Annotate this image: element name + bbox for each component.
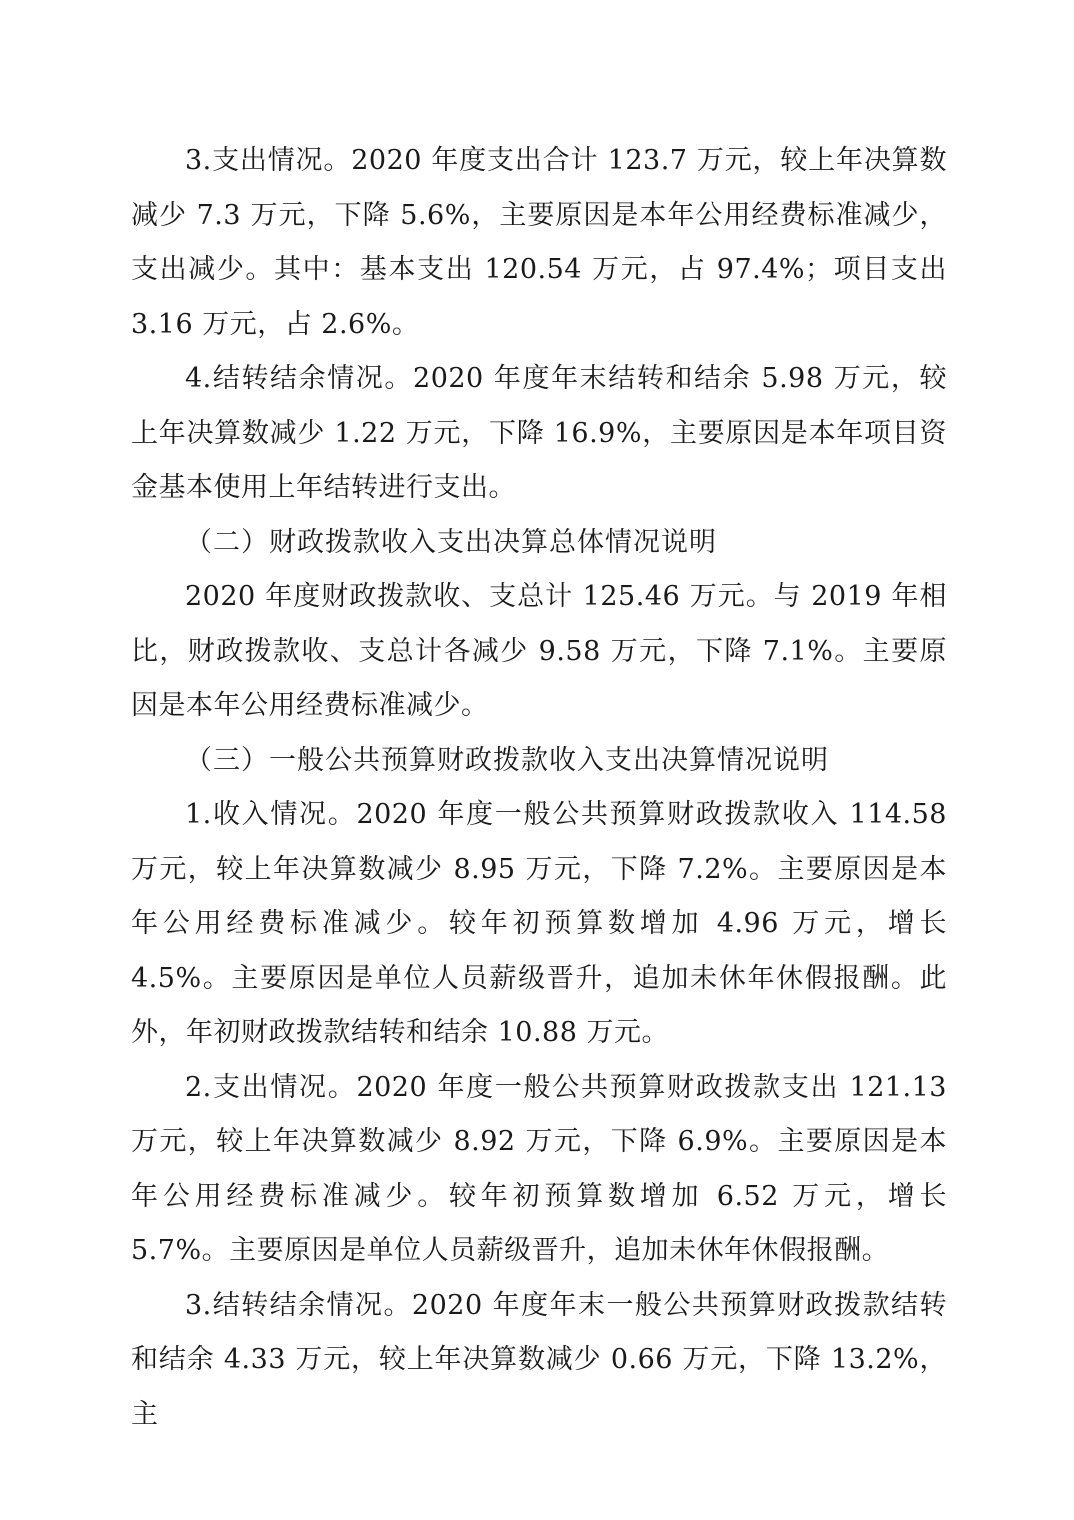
- section-heading-2: （二）财政拨款收入支出决算总体情况说明: [185, 526, 717, 558]
- paragraph-general-income: 1.收入情况。2020 年度一般公共预算财政拨款收入 114.58 万元，较上年决算数减少 8.95 万元，下降 7.2%。主要原因是本年公用经费标准减少。较年初预算数增加 4.96 万元，增长 4.5%。主要原因是单位人员薪级晋升，追加未休年休假报酬。此外，年初财政拨款结转和结余 10.88 万元。: [131, 799, 947, 1048]
- paragraph-fiscal-total: 2020 年度财政拨款收、支总计 125.46 万元。与 2019 年相比，财政拨款收、支总计各减少 9.58 万元，下降 7.1%。主要原因是本年公用经费标准减少。: [131, 581, 947, 721]
- paragraph-carryover: 4.结转结余情况。2020 年度年末结转和结余 5.98 万元，较上年决算数减少 1.22 万元，下降 16.9%，主要原因是本年项目资金基本使用上年结转进行支出。: [131, 363, 947, 503]
- paragraph-general-carryover: 3.结转结余情况。2020 年度年末一般公共预算财政拨款结转和结余 4.33 万元，较上年决算数减少 0.66 万元，下降 13.2%，主: [131, 1289, 947, 1430]
- section-heading-3: （三）一般公共预算财政拨款收入支出决算情况说明: [185, 744, 829, 776]
- paragraph-expenditure: 3.支出情况。2020 年度支出合计 123.7 万元，较上年决算数减少 7.3 万元，下降 5.6%，主要原因是本年公用经费标准减少，支出减少。其中：基本支出 120.54 万元，占 97.4%；项目支出 3.16 万元，占 2.6%。: [131, 145, 947, 340]
- paragraph-general-expenditure: 2.支出情况。2020 年度一般公共预算财政拨款支出 121.13 万元，较上年决算数减少 8.92 万元，下降 6.9%。主要原因是本年公用经费标准减少。较年初预算数增加 6.52 万元，增长 5.7%。主要原因是单位人员薪级晋升，追加未休年休假报酬。: [131, 1071, 947, 1266]
- document-body: [131, 134, 947, 1442]
